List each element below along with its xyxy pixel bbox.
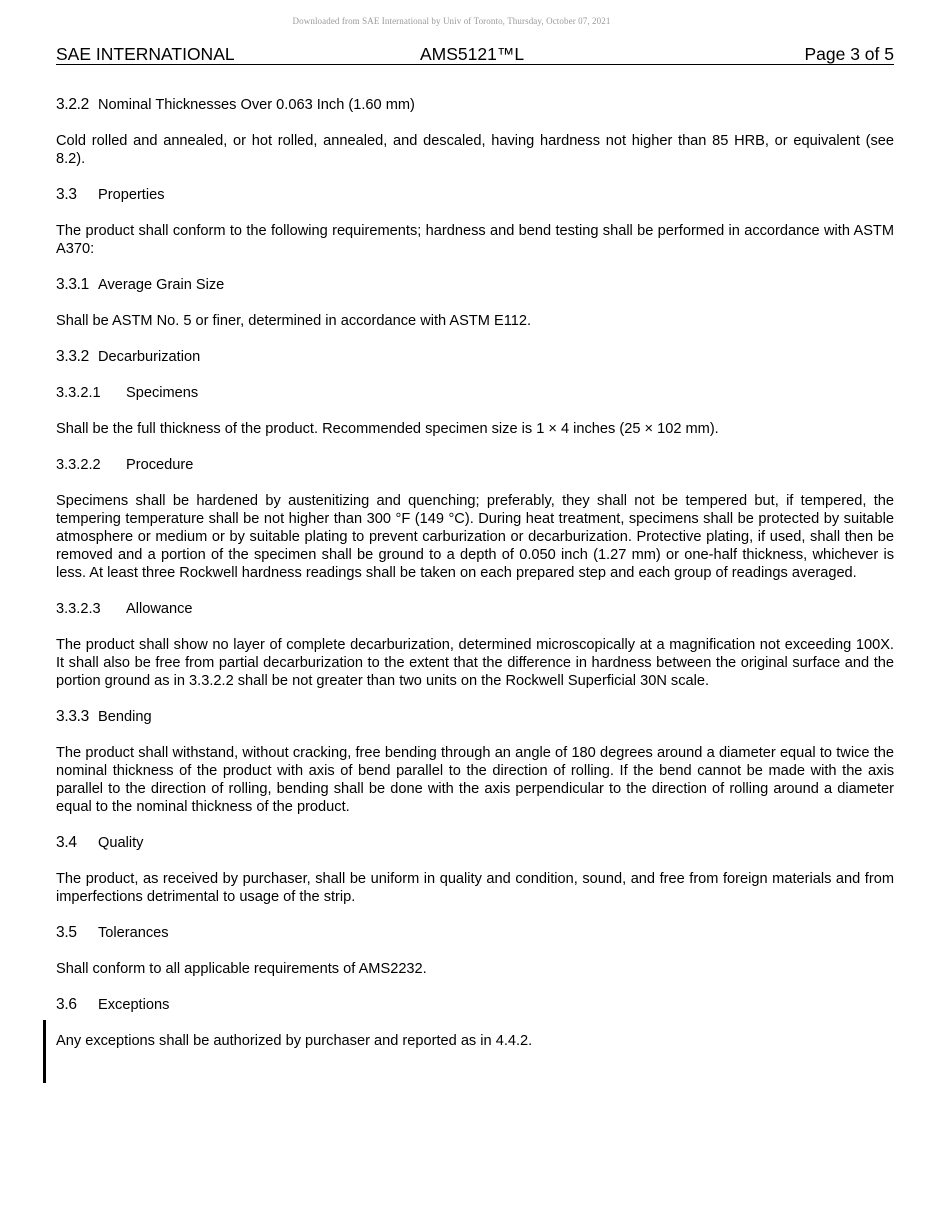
section-heading	[56, 708, 894, 726]
section-text: Shall conform to all applicable requirements of AMS2232.	[56, 961, 427, 977]
header-document-id: AMS5121™L	[420, 44, 525, 64]
section-heading	[56, 384, 894, 402]
header-page-number: Page 3 of 5	[804, 44, 894, 64]
section-heading	[56, 924, 894, 942]
section-text: Specimens shall be hardened by austenitizing and quenching; preferably, they shall not be tempered but, if tempered, the tempering temperature shall be not higher than 300 °F (149 °C). During heat treatment, specimens shall be protected by suitable atmosphere or medium or by suitable plating to prevent carburization or decarburization. Protective plating, if used, shall then be removed and a portion of the specimen shall be ground to a depth of 0.050 inch (1.27 mm) or one-half thickness, whichever is less. At least three Rockwell hardness readings shall be taken on each prepared step and each group of readings averaged.	[56, 493, 894, 581]
section-title: Bending	[98, 709, 152, 725]
section-number: 3.3.2.1	[56, 385, 101, 401]
section-text: The product shall show no layer of complete decarburization, determined microscopically at a magnification not exceeding 100X. It shall also be free from partial decarburization to the extent that the difference in hardness between the original surface and the portion ground as in 3.3.2.2 shall be not greater than two units on the Rockwell Superficial 30N scale.	[56, 637, 894, 689]
download-watermark: Downloaded from SAE International by Univ of Toronto, Thursday, October 07, 2021	[292, 16, 611, 26]
section-text: The product shall withstand, without cracking, free bending through an angle of 180 degrees around a diameter equal to twice the nominal thickness of the product with axis of bend parallel to the direction of rolling. If the bend cannot be made with the axis parallel to the direction of rolling, bending shall be done with the axis perpendicular to the direction of rolling around a diameter equal to the nominal thickness of the product.	[56, 745, 894, 815]
section-text: The product shall conform to the following requirements; hardness and bend testing shall be performed in accordance with ASTM A370:	[56, 223, 894, 257]
section-heading	[56, 96, 894, 114]
section-title: Specimens	[126, 385, 199, 401]
section-number: 3.4	[56, 834, 77, 851]
section-title: Average Grain Size	[98, 277, 225, 293]
section-heading	[56, 600, 894, 618]
section-title: Allowance	[126, 601, 193, 617]
section-heading	[56, 996, 894, 1014]
section-number: 3.3.2.3	[56, 601, 101, 617]
header-organization: SAE INTERNATIONAL	[56, 44, 235, 64]
section-text: Cold rolled and annealed, or hot rolled, annealed, and descaled, having hardness not higher than 85 HRB, or equivalent (see 8.2).	[56, 133, 894, 167]
section-number: 3.3.1	[56, 276, 89, 293]
section-title: Decarburization	[98, 349, 201, 365]
section-text: Shall be ASTM No. 5 or finer, determined in accordance with ASTM E112.	[56, 313, 532, 329]
section-number: 3.5	[56, 924, 77, 941]
section-title: Exceptions	[98, 997, 170, 1013]
section-number: 3.3	[56, 186, 77, 203]
section-text: The product, as received by purchaser, shall be uniform in quality and condition, sound, and free from foreign materials and from imperfections detrimental to usage of the strip.	[56, 871, 894, 905]
section-heading	[56, 456, 894, 474]
section-title: Properties	[98, 187, 165, 203]
section-number: 3.3.2	[56, 348, 89, 365]
section-number: 3.2.2	[56, 96, 89, 113]
section-heading	[56, 348, 894, 366]
section-number: 3.3.3	[56, 708, 89, 725]
section-title: Quality	[98, 835, 144, 851]
section-number: 3.6	[56, 996, 77, 1013]
page-header	[56, 44, 894, 65]
revision-change-bar	[43, 1020, 46, 1083]
section-title: Nominal Thicknesses Over 0.063 Inch (1.60 mm)	[98, 97, 415, 113]
document-body	[56, 96, 894, 1068]
section-text: Shall be the full thickness of the product. Recommended specimen size is 1 × 4 inches (25 × 102 mm).	[56, 421, 719, 437]
section-title: Procedure	[126, 457, 194, 473]
section-heading	[56, 834, 894, 852]
section-text: Any exceptions shall be authorized by purchaser and reported as in 4.4.2.	[56, 1033, 533, 1049]
section-heading	[56, 186, 894, 204]
section-heading	[56, 276, 894, 294]
section-title: Tolerances	[98, 925, 169, 941]
section-number: 3.3.2.2	[56, 457, 101, 473]
